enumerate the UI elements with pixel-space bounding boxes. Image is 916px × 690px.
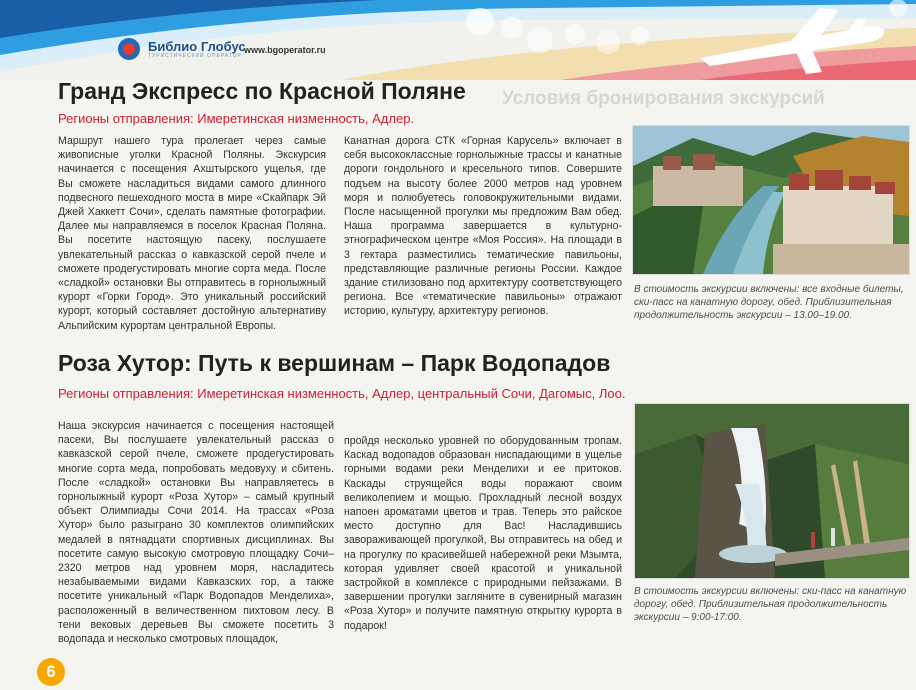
tour-text-1b: Канатная дорога СТК «Горная Карусель» включает в себя высококлассные горнолыжные трассы и канатные дороги гондольного и кресельного типов. Совершите подъем на высоту более 2000 метров над уровнем моря и полюбуетесь головокружительными видами. После насыщенной прогулки мы предложим Вам обед. Наша программа завершается в культурно-этнографическом центре «Моя Россия». На площади в 3 гектара разместились тематические павильоны, представляющие различные регионы России. Каждое здание стилизовано под архитектуру соответствующего региона. Все «тематические павильоны» отражают историю, культуру, архитектуру регионов.	[344, 135, 622, 318]
tour-title-1: Гранд Экспресс по Красной Поляне	[58, 78, 466, 104]
website-link[interactable]: www.bgoperator.ru	[244, 45, 326, 55]
photo-waterfall-park	[634, 403, 910, 579]
tour-title-2: Роза Хутор: Путь к вершинам – Парк Водопадов	[58, 350, 611, 376]
tour-caption-1: В стоимость экскурсии включены: все входные билеты, ски-пасс на канатную дорогу, обед. Приблизительная продолжительность экскурсии – 13.00–19.00.	[634, 284, 904, 321]
tour-regions-1: Регионы отправления: Имеретинская низменность, Адлер.	[58, 111, 415, 126]
page-number-badge: 6	[37, 658, 65, 686]
brand-name: Библио Глобус	[148, 38, 246, 54]
globe-icon	[118, 38, 140, 60]
tour-text-1a: Маршрут нашего тура пролегает через самые живописные уголки Красной Поляны. Экскурсия начинается с посещения Ахштырского ущелья, где Вы сможете насладиться видами самого длинного подвесного пешеходного моста в мире «Скайпарк Эй Джей Хаккетт Сочи», сделать памятные фотографии. Далее мы направляемся в поселок Красная Поляна. Вы посетите настоящую пасеку, послушаете увлекательный рассказ о кавказской серой пчеле и сможете продегустировать многие сорта меда. После «сладкой» остановки Вы отправитесь в горнолыжный курорт «Горки Город». Это уникальный российский курорт, который составляет достойную альтернативу Альпийским курортам центральной Европы.	[58, 135, 326, 332]
photo-gorki-gorod	[632, 125, 910, 275]
tour-text-2b: пройдя несколько уровней по оборудованным тропам. Каскад водопадов образован ниспадающими в ущелье горными водами реки Менделихи и ее притоков. Каскады струящейся воды поражают своим великолепием и мощью. Прохладный лесной воздух напоен ароматами цветов и трав. Теперь это райское место доступно для Вас! Насладившись завораживающей прогулкой, Вы отправитесь на обед и на прогулку по красивейшей набережной реки Мзымта, которая удивляет своей красотой и уникальной застройкой в комплексе с природными пейзажами. В завершении прогулки загляните в сувенирный магазин «Роза Хутор» и получите памятную открытку курорта в подарок!	[344, 435, 622, 632]
tour-text-2a: Наша экскурсия начинается с посещения настоящей пасеки, Вы послушаете увлекательный рассказ о кавказской серой пчеле, сможете продегустировать многие сорта меда, попробовать медовуху и сбитень. После «сладкой» остановки Вы направляетесь в горнолыжный курорт «Роза Хутор» – самый крупный объект Олимпиады Сочи 2014. На трассах «Роза Хутор» было разыграно 30 комплектов олимпийских медалей в пятнадцати спортивных дисциплинах. Вы посетите самую высокую смотровую площадку Сочи–2320 метров над уровнем моря, насладитесь незабываемыми видами Кавказских гор, а также посетите уникальный «Парк Водопадов Менделиха», расположенный в величественном пихтовом лесу. В тени вековых деревьев Вы сможете посетить 3 водопада и несколько смотровых площадок,	[58, 420, 334, 646]
bleed-through-text: Условия бронирования экскурсий	[502, 88, 825, 109]
brand-subtitle: ТУРИСТИЧЕСКИЙ ОПЕРАТОР	[148, 52, 242, 59]
tour-caption-2: В стоимость экскурсии включены: ски-пасс на канатную дорогу, обед. Приблизительная продолжительность экскурсии – 9:00-17:00.	[634, 586, 907, 623]
brand-logo[interactable]	[118, 38, 246, 60]
tour-regions-2: Регионы отправления: Имеретинская низменность, Адлер, центральный Сочи, Дагомыс, Лоо.	[58, 386, 626, 401]
page-header	[0, 0, 916, 80]
